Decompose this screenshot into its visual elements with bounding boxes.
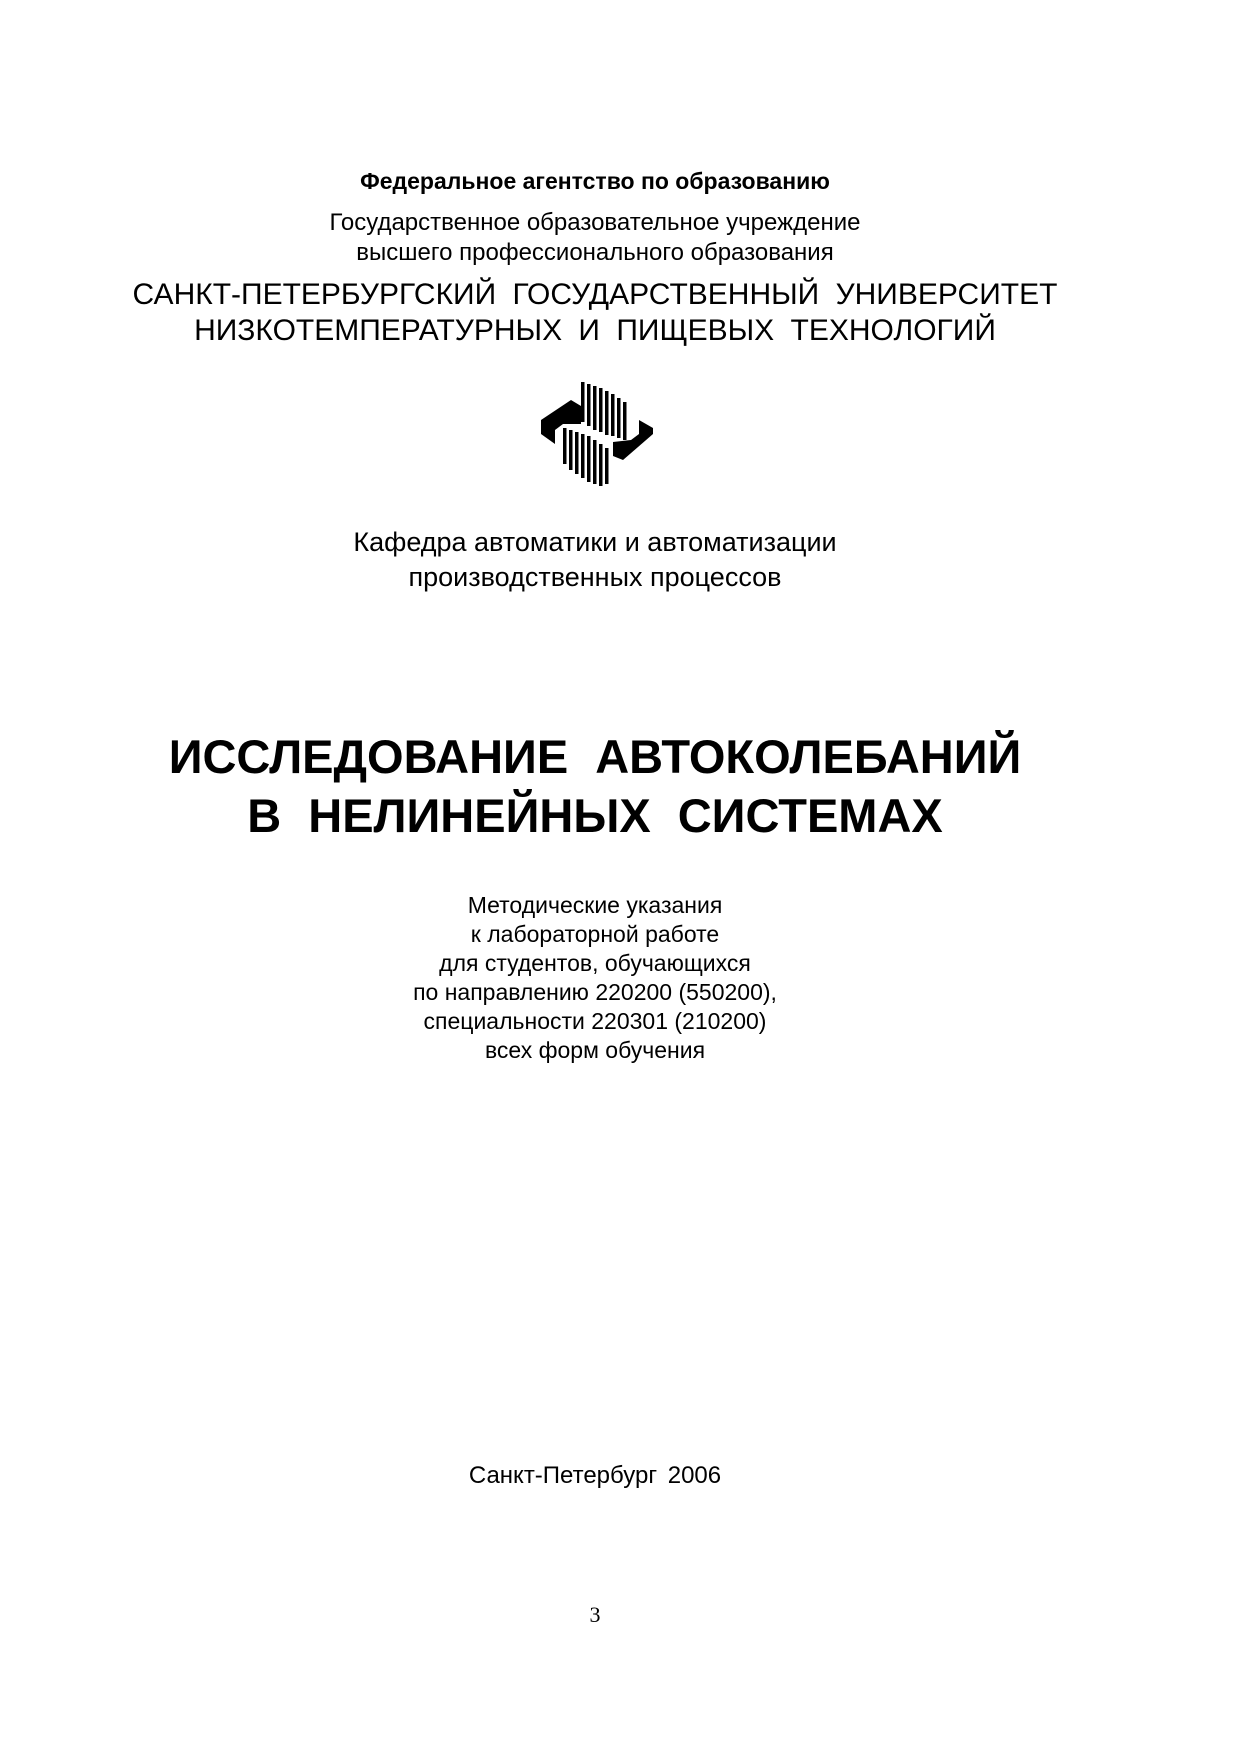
subtitle-line: специальности 220301 (210200) <box>423 1008 767 1034</box>
document-title-line-1: ИССЛЕДОВАНИЕ АВТОКОЛЕБАНИЙ <box>168 730 1022 783</box>
university-emblem-icon <box>541 382 653 486</box>
subtitle-line: по направлению 220200 (550200), <box>413 979 777 1005</box>
subtitle-line: к лабораторной работе <box>470 921 720 947</box>
emblem-bottom-comb <box>563 428 609 486</box>
agency-name: Федеральное агентство по образованию <box>360 168 830 194</box>
institution-type-line-1: Государственное образовательное учреждение <box>329 209 861 236</box>
subtitle-line: всех форм обучения <box>484 1037 706 1063</box>
page-number: 3 <box>589 1602 601 1627</box>
emblem-top-comb <box>581 382 627 440</box>
subtitle-line: Методические указания <box>467 892 723 918</box>
document-title-line-2: В НЕЛИНЕЙНЫХ СИСТЕМАХ <box>247 789 943 842</box>
department-line-1: Кафедра автоматики и автоматизации <box>353 527 837 557</box>
university-name-line-1: САНКТ-ПЕТЕРБУРГСКИЙ ГОСУДАРСТВЕННЫЙ УНИВЕРСИТЕТ <box>132 278 1058 311</box>
city-year: Санкт-Петербург 2006 <box>468 1462 722 1489</box>
department-line-2: производственных процессов <box>408 562 782 592</box>
subtitle-line: для студентов, обучающихся <box>439 950 751 976</box>
university-name-line-2: НИЗКОТЕМПЕРАТУРНЫХ И ПИЩЕВЫХ ТЕХНОЛОГИЙ <box>194 314 996 347</box>
institution-type-line-2: высшего профессионального образования <box>356 239 834 266</box>
